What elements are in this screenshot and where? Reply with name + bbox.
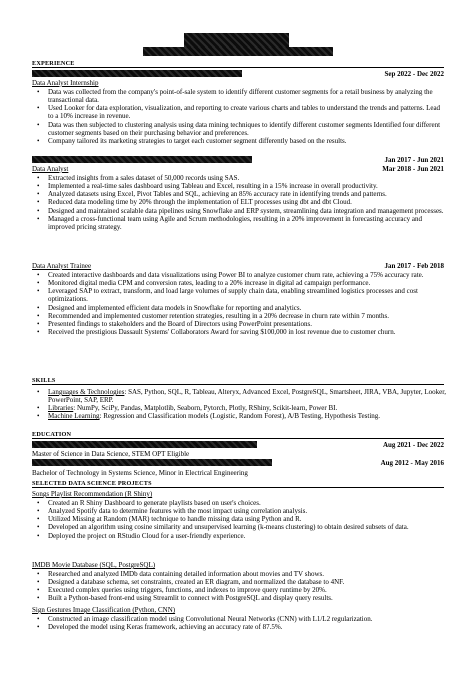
bullet-item: • Built a Python-based front-end using Streamlit to connect with PostgreSQL and display query results. — [32, 594, 446, 602]
bullet-item: • Executed complex queries using triggers, functions, and indexes to improve query runtime by 20%. — [32, 586, 446, 594]
redacted-contact-info — [143, 47, 333, 56]
bullet-item: • Reduced data modeling time by 20% through the implementation of ELT processes using dbt and dbt Cloud. — [32, 198, 446, 206]
bullet-item: • Analyzed datasets using Excel, Pivot Tables and SQL, achieving an 85% accuracy rate in identifying trends and patterns. — [32, 190, 446, 198]
bullet-item: • Presented findings to stakeholders and the Board of Directors using PowerPoint presentations. — [32, 320, 446, 328]
skill-text: : SAS, Python, SQL, R, Tableau, Alteryx, Advanced Excel, PostgreSQL, Smartsheet, JIRA, VBA, Jupyter, Looker, PowerPoint, SAP, ERP. — [48, 388, 447, 405]
bullet-item: • Constructed an image classification model using Convolutional Neural Networks (CNN) with L1/L2 regularization. — [32, 615, 446, 623]
skill-item — [32, 412, 446, 420]
bullet-item: • Used Looker for data exploration, visualization, and reporting to create various charts and tables to understand the trends and patterns. Lead to a 10% increase in revenue. — [32, 104, 446, 120]
job-dates: Mar 2018 - Jun 2021 — [382, 165, 444, 173]
bullet-item: • Monitored digital media CPM and conversion rates, leading to a 20% increase in digital ad campaign performance. — [32, 279, 446, 287]
section-heading-experience: EXPERIENCE — [32, 60, 444, 68]
bullet-item: • Recommended and implemented customer retention strategies, resulting in a 20% decrease in churn rate within 7 months. — [32, 312, 446, 320]
redacted-name — [184, 33, 289, 47]
skill-text: : NumPy, SciPy, Pandas, Matplotlib, Seaborn, Pytorch, Plotly, RShiny, Scikit-learn, Power BI. — [73, 404, 338, 413]
bullet-item: • Created an R Shiny Dashboard to generate playlists based on user's choices. — [32, 499, 446, 507]
bullet-item: • Researched and analyzed IMDb data containing detailed information about movies and TV shows. — [32, 570, 446, 578]
skill-label: Libraries — [48, 404, 74, 413]
job-dates: Jan 2017 - Feb 2018 — [384, 262, 444, 270]
education-degree: Bachelor of Technology in Systems Science, Minor in Electrical Engineering — [32, 469, 248, 477]
job-title: Data Analyst — [32, 165, 69, 173]
skills-list — [32, 388, 446, 421]
redacted-school — [32, 459, 272, 466]
bullet-item: • Company tailored its marketing strategies to target each customer segment differently based on the results. — [32, 137, 446, 145]
education-degree: Master of Science in Data Science, STEM OPT Eligible — [32, 450, 190, 458]
project-title: Sign Gestures Image Classification (Python, CNN) — [32, 606, 176, 614]
redacted-company — [32, 156, 252, 163]
bullet-item: • Developed an algorithm using cosine similarity and unsupervised learning (k-means clustering) to obtain desired subsets of data. — [32, 523, 446, 531]
job-title: Data Analyst Trainee — [32, 262, 92, 270]
bullet-item: • Implemented a real-time sales dashboard using Tableau and Excel, resulting in a 15% increase in overall productivity. — [32, 182, 446, 190]
section-heading-projects: SELECTED DATA SCIENCE PROJECTS — [32, 480, 444, 488]
job-bullets — [32, 88, 446, 145]
job-dates: Sep 2022 - Dec 2022 — [384, 70, 444, 78]
bullet-item: • Leveraged SAP to extract, transform, and load large volumes of supply chain data, enabling streamlined logistics processes and cost optimizations. — [32, 287, 446, 303]
bullet-item: • Managed a cross-functional team using Agile and Scrum methodologies, resulting in a 20% improvement in forecasting accuracy and improved pricing strategy. — [32, 215, 446, 231]
bullet-item: • Analyzed Spotify data to determine features with the most impact using correlation analysis. — [32, 507, 446, 515]
bullet-item: • Designed and implemented efficient data models in Snowflake for reporting and analytics. — [32, 304, 446, 312]
project-title: Songs Playlist Recommendation (R Shiny) — [32, 490, 153, 498]
redacted-school — [32, 441, 257, 448]
skill-text: : Regression and Classification models (Logistic, Random Forest), A/B Testing, Hypothesis Testing. — [99, 412, 381, 421]
redacted-company — [32, 70, 242, 77]
job-bullets — [32, 271, 446, 336]
job-dates: Jan 2017 - Jun 2021 — [384, 156, 444, 164]
project-title: IMDB Movie Database (SQL, PostgreSQL) — [32, 561, 156, 569]
skill-label: Languages & Technologies — [48, 388, 125, 396]
bullet-item: • Developed the model using Keras framework, achieving an accuracy rate of 87.5%. — [32, 623, 446, 631]
bullet-item: • Created interactive dashboards and data visualizations using Power BI to analyze customer churn rate, achieving a 75% accuracy rate. — [32, 271, 446, 279]
skill-item — [32, 388, 446, 404]
project-bullets — [32, 615, 446, 631]
bullet-item: • Utilized Missing at Random (MAR) technique to handle missing data using Python and R. — [32, 515, 446, 523]
project-bullets — [32, 570, 446, 603]
bullet-item: • Designed a database schema, set constraints, created an ER diagram, and normalized the database to 4NF. — [32, 578, 446, 586]
section-heading-skills: SKILLS — [32, 377, 444, 385]
bullet-item: • Data was then subjected to clustering analysis using data mining techniques to identify different customer segments Identified four different customer segments based on their purchasing behavior and preferences. — [32, 121, 446, 137]
education-dates: Aug 2012 - May 2016 — [380, 459, 444, 467]
bullet-item: • Designed and maintained scalable data pipelines using Snowflake and ERP system, streamlining data integration and management processes. — [32, 207, 446, 215]
bullet-item: • Received the prestigious Dassault Systems' Collaborators Award for saving $100,000 in lost revenue due to customer churn. — [32, 328, 446, 336]
job-title: Data Analyst Internship — [32, 79, 99, 87]
bullet-item: • Deployed the project on RStudio Cloud for a user-friendly experience. — [32, 532, 446, 540]
bullet-item: • Extracted insights from a sales dataset of 50,000 records using SAS. — [32, 174, 446, 182]
project-bullets — [32, 499, 446, 540]
job-bullets — [32, 174, 446, 231]
bullet-item: • Data was collected from the company's point-of-sale system to identify different customer segments for a retail business by analyzing the transactional data. — [32, 88, 446, 104]
education-dates: Aug 2021 - Dec 2022 — [382, 441, 444, 449]
skill-label: Machine Learning — [48, 412, 100, 421]
section-heading-education: EDUCATION — [32, 431, 444, 439]
skill-item — [32, 404, 446, 412]
